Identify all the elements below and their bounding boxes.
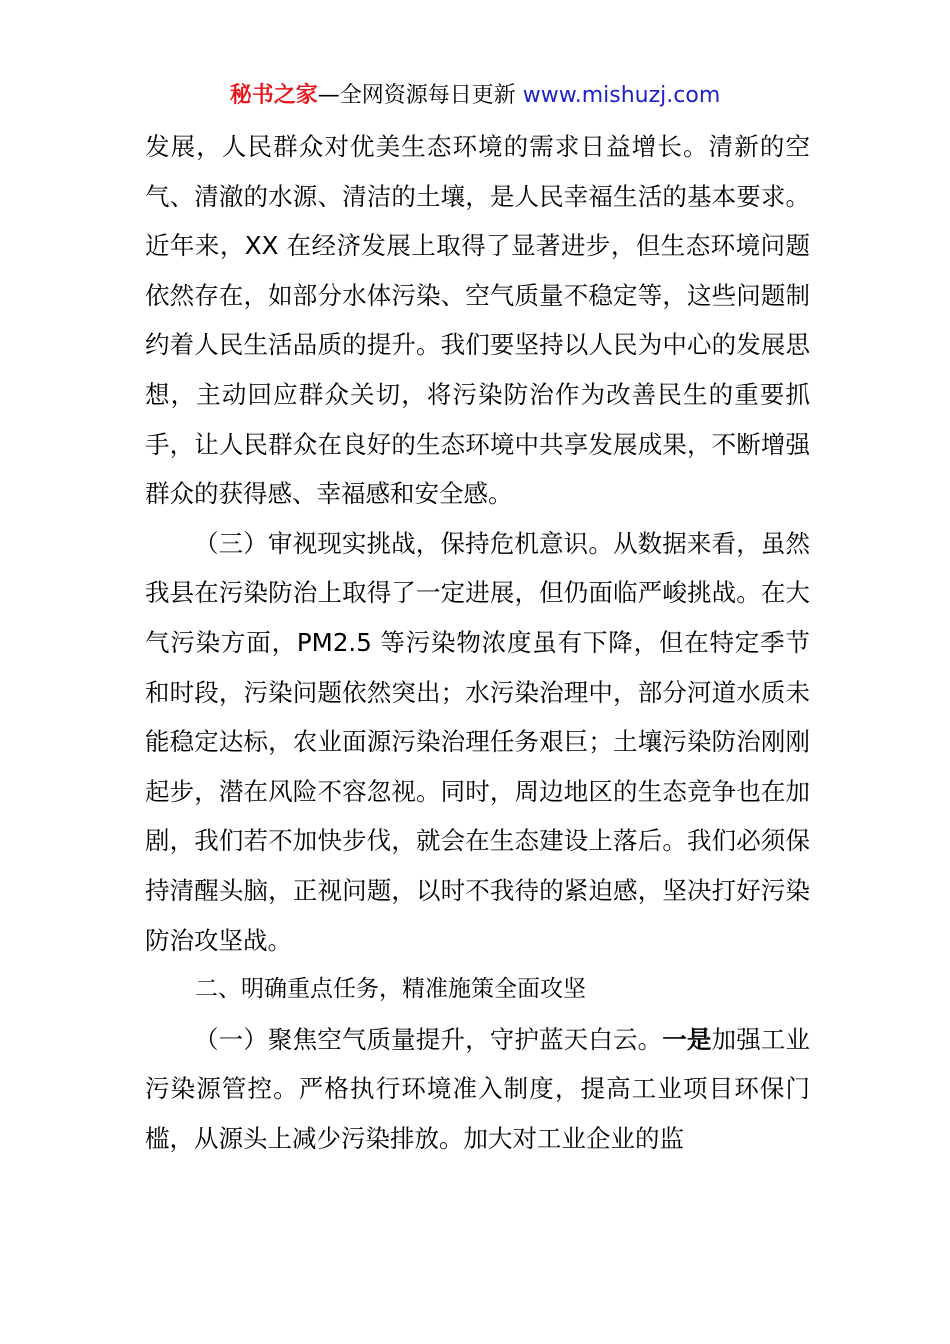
paragraph-2: （三）审视现实挑战，保持危机意识。从数据来看，虽然我县在污染防治上取得了一定进展，但仍面临严峻挑战。在大气污染方面，PM2.5 等污染物浓度虽有下降，但在特定季节和时段，污染问题依然突出；水污染治理中，部分河道水质未能稳定达标，农业面源污染治理任务艰巨；土壤污染防治刚刚起步，潜在风险不容忽视。同时，周边地区的生态竞争也在加剧，我们若不加快步伐，就会在生态建设上落后。我们必须保持清醒头脑，正视问题，以时不我待的紧迫感，坚决打好污染防治攻坚战。 — [145, 528, 810, 955]
paragraph-1: 发展，人民群众对优美生态环境的需求日益增长。清新的空气、清澈的水源、清洁的土壤，是人民幸福生活的基本要求。近年来，XX 在经济发展上取得了显著进步，但生态环境问题依然存在，如部分水体污染、空气质量不稳定等，这些问题制约着人民生活品质的提升。我们要坚持以人民为中心的发展思想，主动回应群众关切，将污染防治作为改善民生的重要抓手，让人民群众在良好的生态环境中共享发展成果，不断增强群众的获得感、幸福感和安全感。 — [145, 132, 810, 509]
header-site-url[interactable]: www.mishuzj.com — [522, 83, 721, 108]
paragraph-4-rest: 加强工业污染源管控。严格执行环境准入制度，提高工业项目环保门槛，从源头上减少污染排放。加大对工业企业的监 — [145, 1024, 811, 1153]
page-header — [0, 80, 950, 112]
paragraph-4-lead: （一）聚焦空气质量提升，守护蓝天白云。 — [194, 1024, 663, 1054]
header-brand: 秘书之家 — [229, 83, 318, 108]
document-body — [145, 122, 810, 1163]
section-heading: 二、明确重点任务，精准施策全面攻坚 — [195, 976, 586, 1003]
paragraph-4 — [145, 1015, 810, 1164]
paragraph-4-bold: 一是 — [662, 1024, 712, 1054]
header-tagline: —全网资源每日更新 — [317, 83, 523, 108]
